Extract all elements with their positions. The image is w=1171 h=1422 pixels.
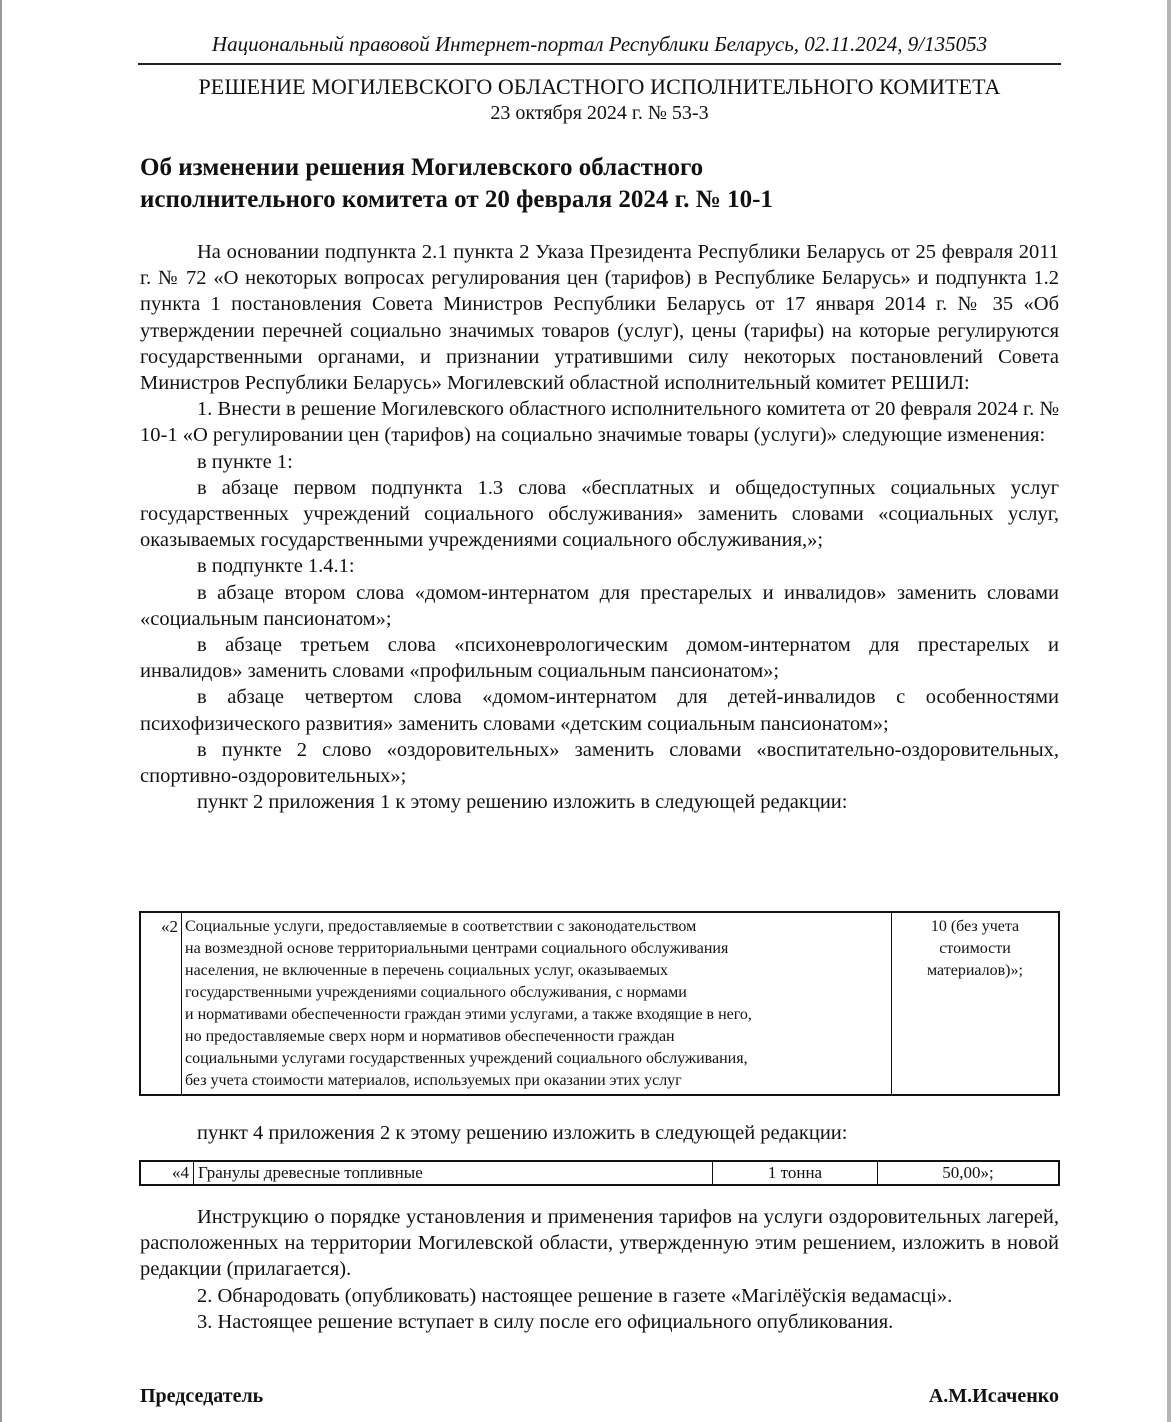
- table-cell-name: Гранулы древесные топливные: [194, 1161, 713, 1185]
- value-line: материалов)»;: [927, 962, 1023, 979]
- decision-date-number: 23 октября 2024 г. № 53-3: [490, 102, 709, 124]
- value-line: 10 (без учета: [930, 918, 1020, 935]
- table-cell-description: [182, 912, 892, 1095]
- body-section-3: [140, 1204, 1059, 1335]
- in-subpoint-1-4-1-paragraph: в подпункте 1.4.1:: [197, 555, 355, 578]
- decision-title: РЕШЕНИЕ МОГИЛЕВСКОГО ОБЛАСТНОГО ИСПОЛНИТЕЛЬНОГО КОМИТЕТА: [198, 74, 1001, 99]
- in-point-1-paragraph: в пункте 1:: [197, 450, 293, 473]
- paragraph-fourth-abzac: в абзаце четвертом слова «домом-интернатом для детей-инвалидов с особенностями психофизического развития» заменить словами «детским социальным пансионатом»;: [140, 686, 1059, 735]
- body-section-2: [140, 1120, 1059, 1146]
- portal-header: Национальный правовой Интернет-портал Республики Беларусь, 02.11.2024, 9/135053: [211, 32, 988, 56]
- description-line: без учета стоимости материалов, используемых при оказании этих услуг: [185, 1072, 682, 1089]
- heading-line-1: Об изменении решения Могилевского областного: [140, 154, 704, 181]
- annex-2-table: [139, 1160, 1060, 1186]
- table-row: [140, 1161, 1059, 1185]
- body-section-1: [140, 239, 1059, 815]
- description-line: на возмездной основе территориальными центрами социального обслуживания: [185, 940, 729, 957]
- instruction-paragraph: Инструкцию о порядке установления и применения тарифов на услуги оздоровительных лагерей, расположенных на территории Могилевской области, утвержденную этим решением, изложить в новой редакции (прилагается).: [140, 1206, 1059, 1281]
- point-2-paragraph: в пункте 2 слово «оздоровительных» заменить словами «воспитательно-оздоровительных, спортивно-оздоровительных»;: [140, 738, 1059, 788]
- description-line: Социальные услуги, предоставляемые в соответствии с законодательством: [185, 918, 697, 935]
- item-2-paragraph: 2. Обнародовать (опубликовать) настоящее решение в газете «Магілёўскія ведамасці».: [197, 1284, 953, 1307]
- description-line: социальными услугами государственных учреждений социального обслуживания,: [185, 1050, 748, 1067]
- description-line: и нормативами обеспеченности граждан этими услугами, а также входящие в него,: [185, 1006, 752, 1023]
- paragraph-second-abzac: в абзаце втором слова «домом-интернатом для престарелых и инвалидов» заменить словами «социальным пансионатом»;: [140, 581, 1059, 630]
- table-cell-value: [892, 912, 1060, 1095]
- description-line: населения, не включенные в перечень социальных услуг, оказываемых: [185, 962, 669, 979]
- table-row: [140, 912, 1059, 1095]
- table-cell-number: «2: [140, 912, 182, 1095]
- description-line: но предоставляемые сверх норм и нормативов обеспеченности граждан: [185, 1028, 675, 1045]
- item-3-paragraph: 3. Настоящее решение вступает в силу после его официального опубликования.: [197, 1310, 894, 1333]
- value-line: стоимости: [939, 940, 1011, 957]
- table-cell-price: 50,00»;: [878, 1161, 1060, 1185]
- table-cell-unit: 1 тонна: [713, 1161, 878, 1185]
- paragraph-third-abzac: в абзаце третьем слова «психоневрологическим домом-интернатом для престарелых и инвалидов» заменить словами «профильным социальным пансионатом»;: [140, 634, 1059, 683]
- paragraph-subpoint-1-3: в абзаце первом подпункта 1.3 слова «бесплатных и общедоступных социальных услуг государственных учреждений социального обслуживания» заменить словами «социальных услуг, оказываемых государственными учреждениями социального обслуживания,»;: [140, 476, 1059, 552]
- description-line: государственными учреждениями социального обслуживания, с нормами: [185, 984, 687, 1001]
- annex-1-paragraph: пункт 2 приложения 1 к этому решению изложить в следующей редакции:: [197, 791, 848, 814]
- document-heading: [140, 152, 900, 216]
- table-cell-number: «4: [140, 1161, 194, 1185]
- annex-2-paragraph: пункт 4 приложения 2 к этому решению изложить в следующей редакции:: [197, 1122, 848, 1144]
- header-divider: [138, 63, 1061, 65]
- item-1-paragraph: 1. Внести в решение Могилевского областного исполнительного комитета от 20 февраля 2024 г. № 10-1 «О регулировании цен (тарифов) на социально значимые товары (услуги)» следующие изменения:: [140, 398, 1059, 447]
- heading-line-2: исполнительного комитета от 20 февраля 2024 г. № 10-1: [140, 186, 773, 213]
- annex-1-table: [139, 911, 1060, 1096]
- signature-name: А.М.Исаченко: [928, 1385, 1059, 1407]
- signature-role: Председатель: [140, 1385, 264, 1407]
- preamble-paragraph: На основании подпункта 2.1 пункта 2 Указа Президента Республики Беларусь от 25 февраля 2011 г. № 72 «О некоторых вопросах регулирования цен (тарифов) в Республике Беларусь» и подпункта 1.2 пункта 1 постановления Совета Министров Республики Беларусь от 17 января 2014 г. № 35 «Об утверждении перечней социально значимых товаров (услуг), цены (тарифы) на которые регулируются государственными органами, и признании утратившими силу некоторых постановлений Совета Министров Республики Беларусь» Могилевский областной исполнительный комитет РЕШИЛ:: [140, 241, 1059, 395]
